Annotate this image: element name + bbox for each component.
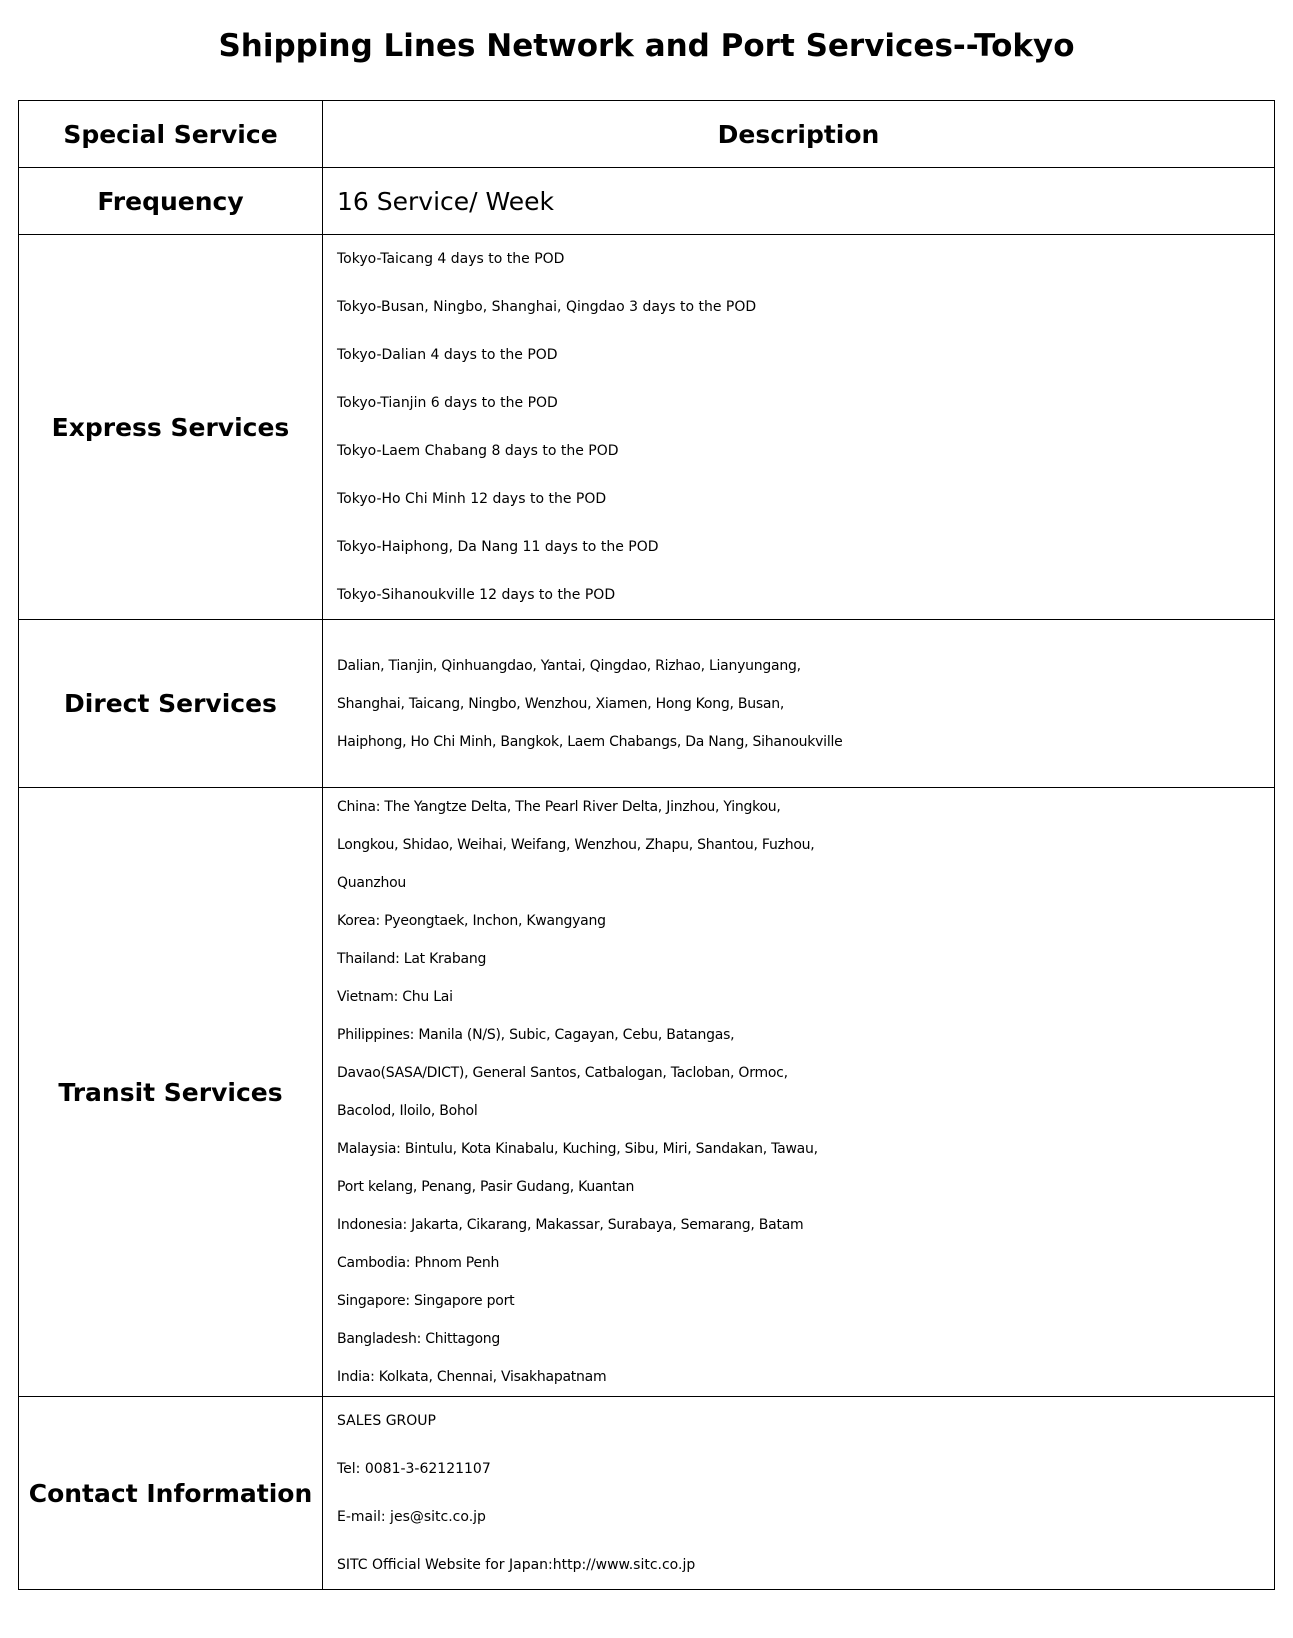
transit-line: Malaysia: Bintulu, Kota Kinabalu, Kuching, Sibu, Miri, Sandakan, Tawau, — [337, 1141, 818, 1157]
row-direct-services — [19, 620, 1275, 788]
header-description: Description — [323, 101, 1275, 168]
express-line: Tokyo-Sihanoukville 12 days to the POD — [337, 587, 616, 603]
express-line: Tokyo-Laem Chabang 8 days to the POD — [337, 443, 619, 459]
transit-line: India: Kolkata, Chennai, Visakhapatnam — [337, 1369, 607, 1385]
transit-line: Singapore: Singapore port — [337, 1293, 515, 1309]
express-line: Tokyo-Tianjin 6 days to the POD — [337, 395, 558, 411]
frequency-label: Frequency — [19, 168, 323, 235]
direct-services-label: Direct Services — [19, 620, 323, 788]
transit-line: China: The Yangtze Delta, The Pearl River Delta, Jinzhou, Yingkou, — [337, 799, 781, 815]
contact-information-list — [323, 1397, 1275, 1590]
contact-website: SITC Official Website for Japan:http://www.sitc.co.jp — [337, 1557, 696, 1573]
frequency-value: 16 Service/ Week — [323, 168, 1275, 235]
transit-line: Port kelang, Penang, Pasir Gudang, Kuantan — [337, 1179, 635, 1195]
row-transit-services — [19, 788, 1275, 1397]
contact-email: E-mail: jes@sitc.co.jp — [337, 1509, 486, 1525]
transit-line: Bacolod, Iloilo, Bohol — [337, 1103, 478, 1119]
direct-services-list — [323, 620, 1275, 788]
page-title: Shipping Lines Network and Port Services--Tokyo — [218, 28, 1075, 64]
express-line: Tokyo-Taicang 4 days to the POD — [337, 251, 565, 267]
header-row — [19, 101, 1275, 168]
row-frequency — [19, 168, 1275, 235]
row-express-services — [19, 235, 1275, 620]
express-line: Tokyo-Dalian 4 days to the POD — [337, 347, 558, 363]
contact-telephone: Tel: 0081-3-62121107 — [337, 1461, 491, 1477]
direct-line: Haiphong, Ho Chi Minh, Bangkok, Laem Chabangs, Da Nang, Sihanoukville — [337, 733, 843, 750]
transit-line: Longkou, Shidao, Weihai, Weifang, Wenzhou, Zhapu, Shantou, Fuzhou, — [337, 837, 815, 853]
transit-line: Vietnam: Chu Lai — [337, 989, 453, 1005]
express-line: Tokyo-Haiphong, Da Nang 11 days to the POD — [337, 539, 659, 555]
direct-line: Dalian, Tianjin, Qinhuangdao, Yantai, Qingdao, Rizhao, Lianyungang, — [337, 657, 801, 674]
services-table — [18, 100, 1275, 1590]
transit-services-list — [323, 788, 1275, 1397]
transit-line: Philippines: Manila (N/S), Subic, Cagayan, Cebu, Batangas, — [337, 1027, 735, 1043]
express-line: Tokyo-Busan, Ningbo, Shanghai, Qingdao 3 days to the POD — [337, 299, 757, 315]
transit-line: Davao(SASA/DICT), General Santos, Catbalogan, Tacloban, Ormoc, — [337, 1065, 788, 1081]
row-contact-information — [19, 1397, 1275, 1590]
transit-line: Cambodia: Phnom Penh — [337, 1255, 500, 1271]
transit-line: Thailand: Lat Krabang — [337, 951, 487, 967]
transit-line: Bangladesh: Chittagong — [337, 1331, 501, 1347]
header-special-service: Special Service — [19, 101, 323, 168]
contact-group-name: SALES GROUP — [337, 1413, 436, 1429]
express-services-list — [323, 235, 1275, 620]
express-line: Tokyo-Ho Chi Minh 12 days to the POD — [337, 491, 607, 507]
transit-line: Korea: Pyeongtaek, Inchon, Kwangyang — [337, 913, 606, 929]
direct-line: Shanghai, Taicang, Ningbo, Wenzhou, Xiamen, Hong Kong, Busan, — [337, 695, 785, 712]
transit-services-label: Transit Services — [19, 788, 323, 1397]
transit-line: Indonesia: Jakarta, Cikarang, Makassar, Surabaya, Semarang, Batam — [337, 1217, 804, 1233]
transit-line: Quanzhou — [337, 875, 407, 891]
contact-information-label: Contact Information — [19, 1397, 323, 1590]
express-services-label: Express Services — [19, 235, 323, 620]
